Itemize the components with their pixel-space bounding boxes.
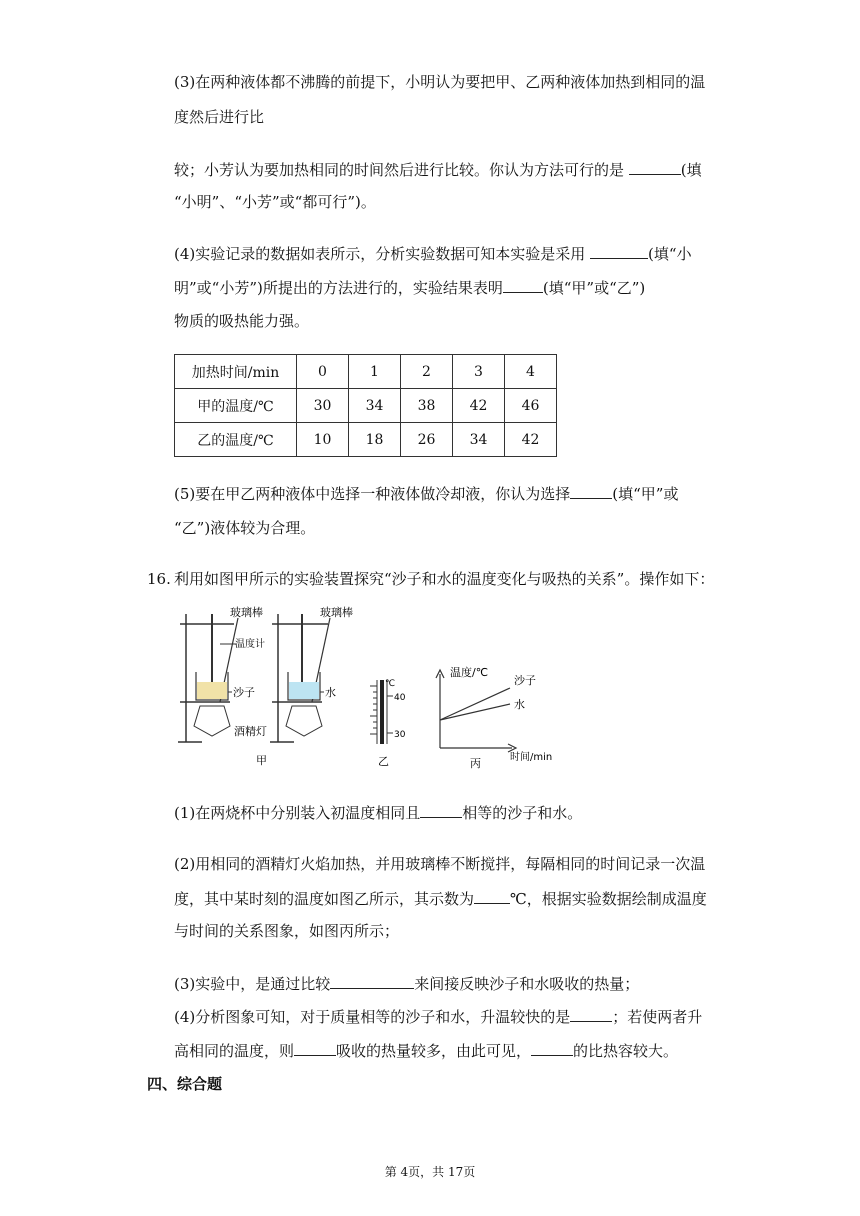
q16-p2-line2-tail: ℃，根据实验数据绘制成温度 <box>510 890 707 908</box>
table-cell: 乙的温度/℃ <box>175 423 297 457</box>
graph-water-label: 水 <box>514 698 525 711</box>
q16-p3-text: (3)实验中，是通过比较 <box>174 975 331 993</box>
q15-p4-line2-text: 明”或“小芳”)所提出的方法进行的，实验结果表明 <box>174 279 503 297</box>
table-cell: 46 <box>505 389 557 423</box>
thermo-unit: ℃ <box>385 679 396 689</box>
answer-blank[interactable] <box>330 974 414 989</box>
experiment-figure <box>172 602 572 772</box>
table-cell: 2 <box>401 355 453 389</box>
table-cell: 26 <box>401 423 453 457</box>
q16-p4-line1 <box>174 1007 734 1026</box>
q16-p1-tail: 相等的沙子和水。 <box>462 804 583 822</box>
label-glass-rod-1: 玻璃棒 <box>230 606 263 619</box>
answer-blank[interactable] <box>590 244 648 259</box>
q15-p3-line3 <box>174 160 734 179</box>
section-title: 四、综合题 <box>147 1075 223 1093</box>
thermometer-scale <box>370 679 396 744</box>
q15-p3-line1: (3)在两种液体都不沸腾的前提下，小明认为要把甲、乙两种液体加热到相同的温 <box>174 73 706 91</box>
table-cell: 甲的温度/℃ <box>175 389 297 423</box>
q15-p3-line4: “小明”、“小芳”或“都可行”)。 <box>174 193 376 211</box>
table-cell: 加热时间/min <box>175 355 297 389</box>
thermo-tick-40: 40 <box>394 693 406 703</box>
q16-p4-line2-text: 高相同的温度，则 <box>174 1042 295 1060</box>
table-cell: 3 <box>453 355 505 389</box>
water-line <box>440 704 510 720</box>
label-jia: 甲 <box>256 754 267 767</box>
graph-y-label: 温度/℃ <box>450 666 489 679</box>
water-fill <box>289 682 319 699</box>
graph-sand-label: 沙子 <box>514 674 536 687</box>
table-cell: 34 <box>349 389 401 423</box>
q16-p4-line1-text: (4)分析图象可知，对于质量相等的沙子和水，升温较快的是 <box>174 1008 571 1026</box>
q16-p1 <box>174 803 734 822</box>
table-row <box>175 423 557 457</box>
q16-p2-line3: 与时间的关系图象，如图丙所示； <box>174 922 400 940</box>
answer-blank[interactable] <box>629 160 681 175</box>
graph-x-label: 时间/min <box>510 752 553 763</box>
q16-p4-line1-tail: ；若使两者升 <box>612 1008 703 1026</box>
q16-p4-line2 <box>174 1041 734 1060</box>
answer-blank[interactable] <box>474 889 510 904</box>
q15-p5-line1-text: (5)要在甲乙两种液体中选择一种液体做冷却液，你认为选择 <box>174 485 571 503</box>
table-cell: 42 <box>505 423 557 457</box>
label-water: 水 <box>325 686 336 699</box>
q15-p4-line2 <box>174 278 734 297</box>
apparatus-sand <box>178 614 238 742</box>
q15-p5-line1 <box>174 484 734 503</box>
label-glass-rod-2: 玻璃棒 <box>320 606 353 619</box>
answer-blank[interactable] <box>294 1041 336 1056</box>
label-sand: 沙子 <box>233 686 255 699</box>
q16-p3 <box>174 974 734 993</box>
q16-p4-line2-tail: 的比热容较大。 <box>573 1042 679 1060</box>
q16-p4-line2-mid: 吸收的热量较多，由此可见， <box>336 1042 532 1060</box>
table-cell: 10 <box>297 423 349 457</box>
q15-p4-line1-text: (4)实验记录的数据如表所示，分析实验数据可知本实验是采用 <box>174 245 586 263</box>
table-cell: 18 <box>349 423 401 457</box>
table-cell: 0 <box>297 355 349 389</box>
table-cell: 1 <box>349 355 401 389</box>
data-table <box>174 354 557 457</box>
table-row <box>175 355 557 389</box>
q15-p3-line3-tail: (填 <box>680 161 702 179</box>
page-footer: 第 4页，共 17页 <box>384 1165 476 1179</box>
label-yi: 乙 <box>378 755 389 768</box>
q16-p2-line2-text: 度，其中某时刻的温度如图乙所示，其示数为 <box>174 890 475 908</box>
q15-p4-line2-tail: (填“甲”或“乙”) <box>542 279 646 297</box>
thermo-tick-30: 30 <box>394 730 406 740</box>
table-cell: 34 <box>453 423 505 457</box>
table-cell: 42 <box>453 389 505 423</box>
q15-p4-line3: 物质的吸热能力强。 <box>174 312 310 330</box>
q15-p5-line2: “乙”)液体较为合理。 <box>174 519 316 537</box>
question-number: 16. <box>147 570 171 588</box>
label-thermometer: 温度计 <box>235 639 265 650</box>
q16-p1-text: (1)在两烧杯中分别装入初温度相同且 <box>174 804 421 822</box>
q15-p3-line2: 度然后进行比 <box>174 108 265 126</box>
q15-p4-line1 <box>174 244 734 263</box>
table-cell: 38 <box>401 389 453 423</box>
answer-blank[interactable] <box>531 1041 573 1056</box>
q16-p3-tail: 来间接反映沙子和水吸收的热量； <box>414 975 640 993</box>
q15-p5-line1-tail: (填“甲”或 <box>612 485 679 503</box>
q15-p3-line3-text: 较；小芳认为要加热相同的时间然后进行比较。你认为方法可行的是 <box>174 161 625 179</box>
label-bing: 丙 <box>470 757 481 770</box>
label-alcohol-lamp: 酒精灯 <box>234 725 267 738</box>
q16-p2-line2 <box>174 889 734 908</box>
table-row <box>175 389 557 423</box>
apparatus-water <box>270 614 330 742</box>
temp-time-graph <box>436 670 516 752</box>
table-cell: 30 <box>297 389 349 423</box>
answer-blank[interactable] <box>503 278 543 293</box>
sand-line <box>440 688 510 720</box>
answer-blank[interactable] <box>420 803 462 818</box>
q15-p4-line1-tail: (填“小 <box>648 245 692 263</box>
sand-fill <box>197 682 227 699</box>
table-cell: 4 <box>505 355 557 389</box>
answer-blank[interactable] <box>570 1007 612 1022</box>
q16-p2-line1: (2)用相同的酒精灯火焰加热，并用玻璃棒不断搅拌，每隔相同的时间记录一次温 <box>174 855 706 873</box>
answer-blank[interactable] <box>570 484 612 499</box>
q16-intro: 利用如图甲所示的实验装置探究“沙子和水的温度变化与吸热的关系”。操作如下： <box>174 570 715 588</box>
